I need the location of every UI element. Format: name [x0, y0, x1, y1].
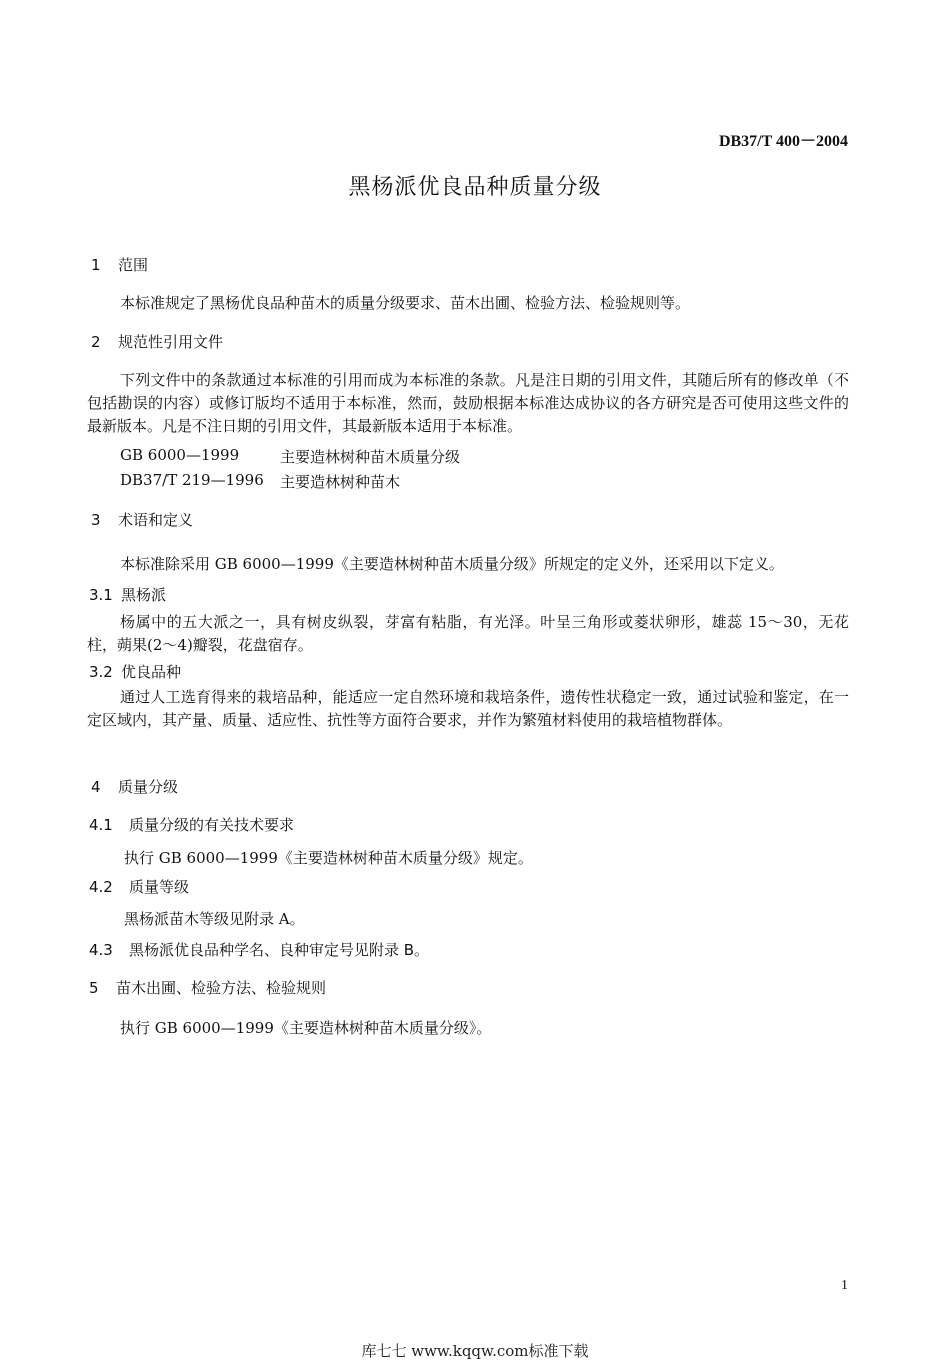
section-title: 质量分级	[118, 778, 179, 796]
document-title: 黑杨派优良品种质量分级	[348, 175, 602, 200]
subsection-3-2-heading	[89, 661, 181, 682]
reference-name: 主要造林树种苗木质量分级	[280, 448, 461, 466]
section-2-body: 下列文件中的条款通过本标准的引用而成为本标准的条款。凡是注日期的引用文件，其随后所有的修改单（不包括勘误的内容）或修订版均不适用于本标准，然而，鼓励根据本标准达成协议的各方研究是否可使用这些文件的最新版本。凡是不注日期的引用文件，其最新版本适用于本标准。	[87, 371, 849, 435]
standard-code: DB37/T 400－2004	[718, 133, 848, 150]
section-number: 5	[89, 979, 99, 997]
subsection-3-2-body: 通过人工选育得来的栽培品种，能适应一定自然环境和栽培条件，遗传性状稳定一致，通过试验和鉴定，在一定区域内，其产量、质量、适应性、抗性等方面符合要求，并作为繁殖材料使用的栽培植物群体。	[87, 688, 849, 729]
reference-name: 主要造林树种苗木	[280, 473, 401, 491]
footer-watermark: 库七七 www.kqqw.com标准下载	[361, 1342, 589, 1360]
section-3-body: 本标准除采用 GB 6000—1999《主要造林树种苗木质量分级》所规定的定义外，还采用以下定义。	[120, 555, 784, 573]
section-1-heading	[91, 254, 148, 275]
subsection-number: 3.2	[89, 663, 113, 681]
section-4-heading	[91, 776, 178, 797]
subsection-title: 优良品种	[121, 663, 182, 681]
subsection-title: 质量等级	[129, 878, 190, 896]
subsection-number: 4.1	[89, 816, 113, 834]
section-number: 4	[91, 778, 101, 796]
section-5-body: 执行 GB 6000—1999《主要造林树种苗木质量分级》。	[120, 1019, 492, 1037]
reference-code: GB 6000—1999	[120, 446, 240, 464]
section-number: 3	[91, 511, 101, 529]
section-number: 1	[91, 256, 101, 274]
section-title: 苗木出圃、检验方法、检验规则	[116, 979, 327, 997]
subsection-title: 黑杨派	[121, 586, 167, 604]
subsection-4-2-body: 黑杨派苗木等级见附录 A。	[124, 910, 305, 928]
subsection-4-3-heading	[89, 939, 429, 960]
section-3-heading	[91, 509, 193, 530]
section-1-body: 本标准规定了黑杨优良品种苗木的质量分级要求、苗木出圃、检验方法、检验规则等。	[120, 294, 691, 312]
subsection-title: 质量分级的有关技术要求	[129, 816, 295, 834]
subsection-number: 3.1	[89, 586, 113, 604]
subsection-title: 黑杨派优良品种学名、良种审定号见附录 B。	[129, 941, 430, 959]
subsection-3-1-body: 杨属中的五大派之一，具有树皮纵裂，芽富有粘脂，有光泽。叶呈三角形或菱状卵形，雄蕊 15～30，无花柱，蒴果(2～4)瓣裂，花盘宿存。	[87, 613, 849, 654]
subsection-number: 4.2	[89, 878, 113, 896]
section-2-heading	[91, 331, 223, 352]
subsection-4-1-body: 执行 GB 6000—1999《主要造林树种苗木质量分级》规定。	[124, 849, 533, 867]
subsection-4-2-heading	[89, 876, 189, 897]
section-number: 2	[91, 333, 101, 351]
reference-code: DB37/T 219—1996	[120, 471, 264, 489]
section-title: 术语和定义	[118, 511, 194, 529]
subsection-4-1-heading	[89, 814, 294, 835]
subsection-number: 4.3	[89, 941, 113, 959]
section-title: 范围	[118, 256, 149, 274]
subsection-3-1-heading	[89, 584, 166, 605]
section-5-heading	[89, 977, 326, 998]
section-title: 规范性引用文件	[118, 333, 224, 351]
page-number: 1	[841, 1278, 848, 1293]
